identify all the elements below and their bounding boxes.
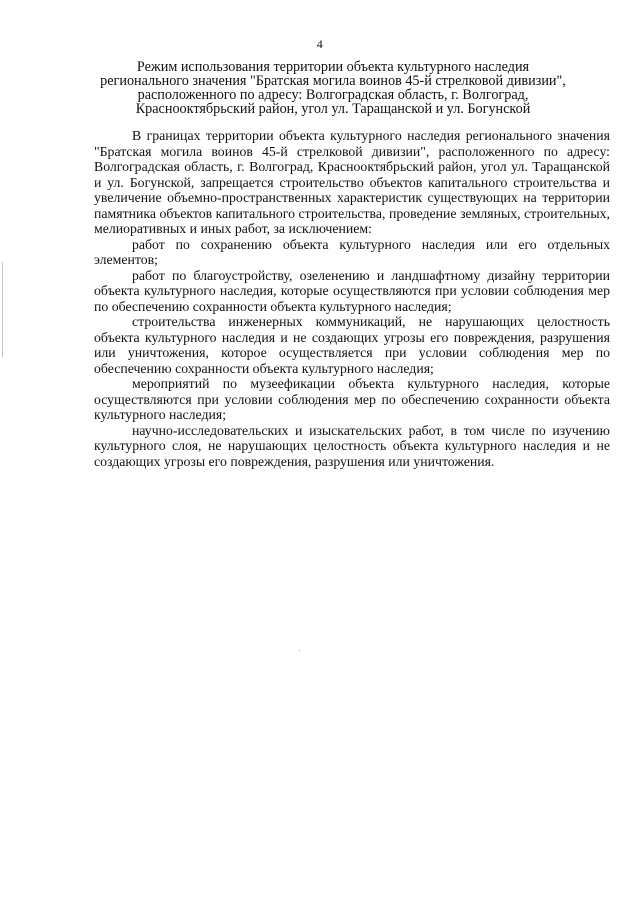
intro-paragraph: В границах территории объекта культурного наследия регионального значения "Братская могила воинов 45-й стрелковой дивизии", расположенного по адресу: Волгоградская область, г. Волгоград, Краснооктябрьский район, угол ул. Таращанской и ул. Богунской, запрещается строительство объектов капитального строительства и увеличение объемно-пространственных характеристик существующих на территории памятника объектов капитального строительства, проведение земляных, строительных, мелиоративных и иных работ, за исключением: xyxy=(94,128,610,236)
scan-dot-mark xyxy=(299,650,300,651)
heading-line: Краснооктябрьский район, угол ул. Таращанской и ул. Богунской xyxy=(135,101,531,117)
document-body xyxy=(94,128,610,469)
page-number: 4 xyxy=(316,37,324,51)
exception-item: работ по сохранению объекта культурного наследия или его отдельных элементов; xyxy=(94,236,610,267)
exception-item: работ по благоустройству, озеленению и ландшафтному дизайну территории объекта культурного наследия, которые осуществляются при условии соблюдения мер по обеспечению сохранности объекта культурного наследия; xyxy=(94,267,610,314)
scan-margin-mark xyxy=(2,262,3,357)
exception-item: мероприятий по музеефикации объекта культурного наследия, которые осуществляются при условии соблюдения мер по обеспечению сохранности объекта культурного наследия; xyxy=(94,376,610,422)
exception-item: строительства инженерных коммуникаций, не нарушающих целостность объекта культурного наследия и не создающих угрозы его повреждения, разрушения или уничтожения, которое осуществляется при условии соблюдения мер по обеспечению сохранности объекта культурного наследия; xyxy=(94,314,610,376)
heading-line: расположенного по адресу: Волгоградская область, г. Волгоград, xyxy=(137,87,529,103)
heading-line: Режим использования территории объекта культурного наследия xyxy=(136,59,530,75)
exception-item: научно-исследовательских и изыскательских работ, в том числе по изучению культурного слоя, не нарушающих целостность объекта культурного наследия и не создающих угрозы его повреждения, разрушения или уничтожения. xyxy=(94,422,610,469)
document-heading xyxy=(88,60,578,116)
heading-line: регионального значения "Братская могила воинов 45-й стрелковой дивизии", xyxy=(100,73,566,89)
